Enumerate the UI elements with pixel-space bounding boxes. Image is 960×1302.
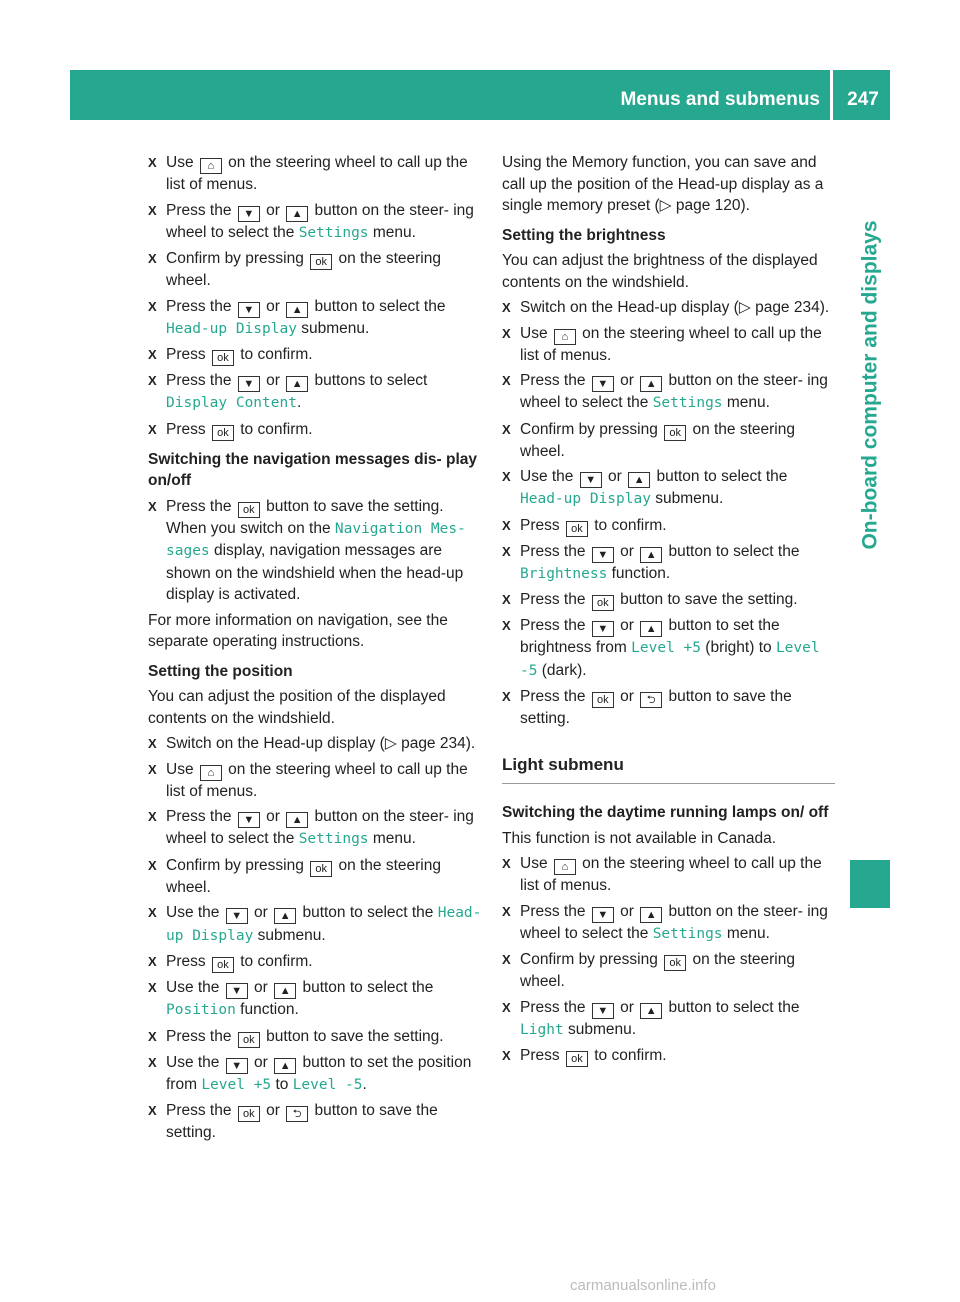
- up-arrow-icon: ▲: [286, 376, 308, 392]
- list-item: X Press the ok or ⮌ button to save the setting.: [148, 1100, 484, 1144]
- list-item: X Press the ▼ or ▲ buttons to select Display Content.: [148, 370, 484, 415]
- list-item: X Confirm by pressing ok on the steering wheel.: [502, 949, 835, 993]
- down-arrow-icon: ▼: [226, 908, 248, 924]
- list-item: X Press the ok button to save the setting. When you switch on the Navigation Mes‐ sages display, navigation messages are shown on the windshield when the head-up display is activated.: [148, 496, 484, 606]
- list-item: X Use the ▼ or ▲ button to select the Head-up Display submenu.: [502, 466, 835, 511]
- ok-icon: ok: [212, 957, 234, 973]
- ok-icon: ok: [664, 955, 686, 971]
- ok-icon: ok: [592, 692, 614, 708]
- down-arrow-icon: ▼: [238, 206, 260, 222]
- list-item: X Press the ▼ or ▲ button on the steer‐ ing wheel to select the Settings menu.: [502, 370, 835, 415]
- header-title: Menus and submenus: [620, 89, 820, 110]
- list-item: X Press the ▼ or ▲ button to select the Head-up Display submenu.: [148, 296, 484, 341]
- list-item: X Press the ▼ or ▲ button on the steer‐ ing wheel to select the Settings menu.: [502, 901, 835, 946]
- home-icon: ⌂: [554, 859, 576, 875]
- down-arrow-icon: ▼: [592, 907, 614, 923]
- list-item: X Press the ▼ or ▲ button on the steer‐ ing wheel to select the Settings menu.: [148, 200, 484, 245]
- list-item: X Switch on the Head-up display (▷ page 234).: [502, 297, 835, 319]
- ok-icon: ok: [212, 350, 234, 366]
- list-item: X Press the ▼ or ▲ button to set the brightness from Level +5 (bright) to Level -5 (dark).: [502, 615, 835, 682]
- up-arrow-icon: ▲: [640, 547, 662, 563]
- down-arrow-icon: ▼: [592, 621, 614, 637]
- up-arrow-icon: ▲: [286, 302, 308, 318]
- footer-watermark: carmanualsonline.info: [570, 1277, 716, 1294]
- up-arrow-icon: ▲: [286, 812, 308, 828]
- down-arrow-icon: ▼: [238, 376, 260, 392]
- up-arrow-icon: ▲: [274, 1058, 296, 1074]
- subheading: Setting the position: [148, 662, 293, 680]
- ok-icon: ok: [238, 1032, 260, 1048]
- list-item: X Press the ▼ or ▲ button on the steer‐ ing wheel to select the Settings menu.: [148, 806, 484, 851]
- list-item: X Press ok to confirm.: [148, 419, 484, 441]
- down-arrow-icon: ▼: [226, 1058, 248, 1074]
- up-arrow-icon: ▲: [640, 376, 662, 392]
- paragraph: Using the Memory function, you can save and call up the position of the Head-up display as a single memory preset (▷ page 120).: [502, 154, 824, 214]
- left-column: [148, 152, 484, 1148]
- list-item: X Press the ▼ or ▲ button to select the Light submenu.: [502, 997, 835, 1042]
- subheading: Switching the navigation messages dis‐ play on/off: [148, 450, 478, 489]
- up-arrow-icon: ▲: [640, 1003, 662, 1019]
- list-item: X Use ⌂ on the steering wheel to call up the list of menus.: [502, 323, 835, 367]
- paragraph: This function is not available in Canada.: [502, 829, 776, 847]
- back-icon: ⮌: [286, 1106, 308, 1122]
- home-icon: ⌂: [200, 158, 222, 174]
- back-icon: ⮌: [640, 692, 662, 708]
- list-item: X Press ok to confirm.: [502, 1045, 835, 1067]
- list-item: X Use ⌂ on the steering wheel to call up the list of menus.: [148, 152, 484, 196]
- list-item: X Use ⌂ on the steering wheel to call up the list of menus.: [148, 759, 484, 803]
- list-item: X Press the ok or ⮌ button to save the setting.: [502, 686, 835, 730]
- home-icon: ⌂: [200, 765, 222, 781]
- down-arrow-icon: ▼: [592, 1003, 614, 1019]
- down-arrow-icon: ▼: [238, 812, 260, 828]
- ok-icon: ok: [212, 425, 234, 441]
- ok-icon: ok: [592, 595, 614, 611]
- list-item: X Confirm by pressing ok on the steering wheel.: [148, 248, 484, 292]
- list-item: X Use the ▼ or ▲ button to select the Position function.: [148, 977, 484, 1022]
- down-arrow-icon: ▼: [580, 472, 602, 488]
- up-arrow-icon: ▲: [640, 621, 662, 637]
- list-item: X Press ok to confirm.: [502, 515, 835, 537]
- list-item: X Use ⌂ on the steering wheel to call up the list of menus.: [502, 853, 835, 897]
- down-arrow-icon: ▼: [238, 302, 260, 318]
- paragraph: For more information on navigation, see the separate operating instructions.: [148, 611, 448, 650]
- up-arrow-icon: ▲: [274, 908, 296, 924]
- ok-icon: ok: [566, 521, 588, 537]
- list-item: X Use the ▼ or ▲ button to set the position from Level +5 to Level -5.: [148, 1052, 484, 1097]
- ok-icon: ok: [664, 425, 686, 441]
- up-arrow-icon: ▲: [274, 983, 296, 999]
- down-arrow-icon: ▼: [592, 376, 614, 392]
- list-item: X Press the ok button to save the setting.: [502, 589, 835, 611]
- list-item: X Confirm by pressing ok on the steering wheel.: [148, 855, 484, 899]
- ok-icon: ok: [238, 1106, 260, 1122]
- list-item: X Press the ok button to save the setting.: [148, 1026, 484, 1048]
- subheading: Setting the brightness: [502, 226, 666, 244]
- subheading: Switching the daytime running lamps on/ off: [502, 804, 829, 821]
- list-item: X Confirm by pressing ok on the steering wheel.: [502, 419, 835, 463]
- list-item: X Press the ▼ or ▲ button to select the Brightness function.: [502, 541, 835, 586]
- list-item: X Press ok to confirm.: [148, 344, 484, 366]
- right-column: [502, 152, 835, 1071]
- section-title: Light submenu: [502, 754, 835, 785]
- list-item: X Press ok to confirm.: [148, 951, 484, 973]
- page-number: 247: [847, 89, 879, 110]
- home-icon: ⌂: [554, 329, 576, 345]
- list-item: X Switch on the Head-up display (▷ page 234).: [148, 733, 484, 755]
- paragraph: You can adjust the brightness of the displayed contents on the windshield.: [502, 252, 818, 291]
- list-item: X Use the ▼ or ▲ button to select the Head-up Display submenu.: [148, 902, 484, 947]
- down-arrow-icon: ▼: [592, 547, 614, 563]
- side-marker: [850, 860, 890, 908]
- side-tab-label: On-board computer and displays: [858, 220, 882, 550]
- ok-icon: ok: [566, 1051, 588, 1067]
- up-arrow-icon: ▲: [628, 472, 650, 488]
- ok-icon: ok: [238, 502, 260, 518]
- down-arrow-icon: ▼: [226, 983, 248, 999]
- ok-icon: ok: [310, 254, 332, 270]
- up-arrow-icon: ▲: [640, 907, 662, 923]
- up-arrow-icon: ▲: [286, 206, 308, 222]
- paragraph: You can adjust the position of the displayed contents on the windshield.: [148, 688, 446, 727]
- ok-icon: ok: [310, 861, 332, 877]
